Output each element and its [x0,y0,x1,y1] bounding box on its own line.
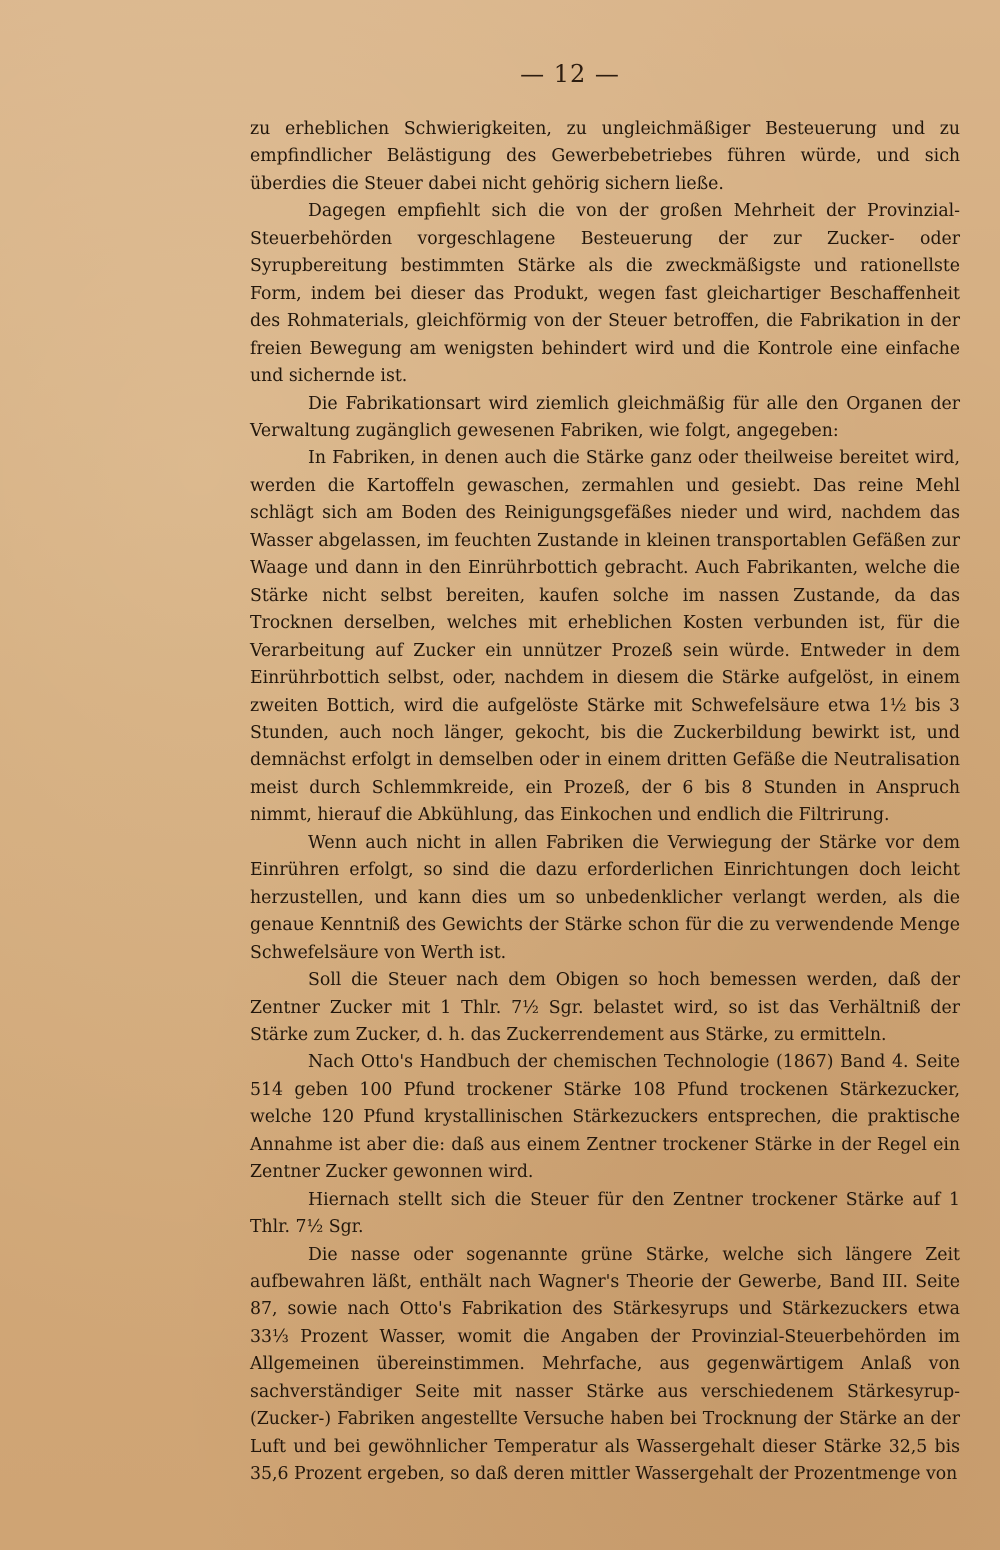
paragraph: Soll die Steuer nach dem Obigen so hoch bemessen werden, daß der Zentner Zucker mit 1 Thlr. 7½ Sgr. belastet wird, so ist das Verhältniß der Stärke zum Zucker, d. h. das Zuckerrendement aus Stärke, zu ermitteln. [250,970,960,1045]
paragraph: Hiernach stellt sich die Steuer für den Zentner trockener Stärke auf 1 Thlr. 7½ Sgr. [250,1189,960,1238]
paragraph: Dagegen empfiehlt sich die von der großen Mehrheit der Provinzial-Steuerbehörden vorgeschlagene Besteuerung der zur Zucker- oder Syrupbereitung bestimmten Stärke als die zweckmäßigste und rationellste Form, indem bei dieser das Produkt, wegen fast gleichartiger Beschaffenheit des Rohmaterials, gleichförmig von der Steuer betroffen, die Fabrikation in der freien Bewegung am wenigsten behindert wird und die Kontrole eine einfache und sichernde ist. [250,201,960,387]
paragraph: In Fabriken, in denen auch die Stärke ganz oder theilweise bereitet wird, werden die Kartoffeln gewaschen, zermahlen und gesiebt. Das reine Mehl schlägt sich am Boden des Reinigungsgefäßes nieder und wird, nachdem das Wasser abgelassen, im feuchten Zustande in kleinen transportablen Gefäßen zur Waage und dann in den Einrührbottich gebracht. Auch Fabrikanten, welche die Stärke nicht selbst bereiten, kaufen solche im nassen Zustande, da das Trocknen derselben, welches mit erheblichen Kosten verbunden ist, für die Verarbeitung auf Zucker ein unnützer Prozeß sein würde. Entweder in dem Einrührbottich selbst, oder, nachdem in diesem die Stärke aufgelöst, in einem zweiten Bottich, wird die aufgelöste Stärke mit Schwefelsäure etwa 1½ bis 3 Stunden, auch noch länger, gekocht, bis die Zuckerbildung bewirkt ist, und demnächst erfolgt in demselben oder in einem dritten Gefäße die Neutralisation meist durch Schlemmkreide, ein Prozeß, der 6 bis 8 Stunden in Anspruch nimmt, hierauf die Abkühlung, das Einkochen und endlich die Filtrirung. [250,448,960,826]
body-text [250,116,960,1489]
paragraph: Die Fabrikationsart wird ziemlich gleichmäßig für alle den Organen der Verwaltung zugänglich gewesenen Fabriken, wie folgt, angegeben: [250,393,960,441]
paragraph: Wenn auch nicht in allen Fabriken die Verwiegung der Stärke vor dem Einrühren erfolgt, so sind die dazu erforderlichen Einrichtungen doch leicht herzustellen, und kann dies um so unbedenklicher verlangt werden, als die genaue Kenntniß des Gewichts der Stärke schon für die zu verwendende Menge Schwefelsäure von Werth ist. [250,832,960,963]
page-number: — 12 — [520,60,620,88]
paragraph: Die nasse oder sogenannte grüne Stärke, welche sich längere Zeit aufbewahren läßt, enthält nach Wagner's Theorie der Gewerbe, Band III. Seite 87, sowie nach Otto's Fabrikation des Stärkesyrups und Stärkezuckers etwa 33⅓ Prozent Wasser, womit die Angaben der Provinzial-Steuerbehörden im Allgemeinen übereinstimmen. Mehrfache, aus gegenwärtigem Anlaß von sachverständiger Seite mit nasser Stärke aus verschiedenem Stärkesyrup- (Zucker-) Fabriken angestellte Versuche haben bei Trocknung der Stärke an der Luft und bei gewöhnlicher Temperatur als Wassergehalt dieser Stärke 32,5 bis 35,6 Prozent ergeben, so daß deren mittler Wassergehalt der Prozentmenge von [250,1244,960,1485]
paragraph: zu erheblichen Schwierigkeiten, zu ungleichmäßiger Besteuerung und zu empfindlicher Belästigung des Gewerbebetriebes führen würde, und sich überdies die Steuer dabei nicht gehörig sichern ließe. [250,119,960,194]
paragraph: Nach Otto's Handbuch der chemischen Technologie (1867) Band 4. Seite 514 geben 100 Pfund trockener Stärke 108 Pfund trockenen Stärkezucker, welche 120 Pfund krystallinischen Stärkezuckers entsprechen, die praktische Annahme ist aber die: daß aus einem Zentner trockener Stärke in der Regel ein Zentner Zucker gewonnen wird. [250,1052,960,1183]
